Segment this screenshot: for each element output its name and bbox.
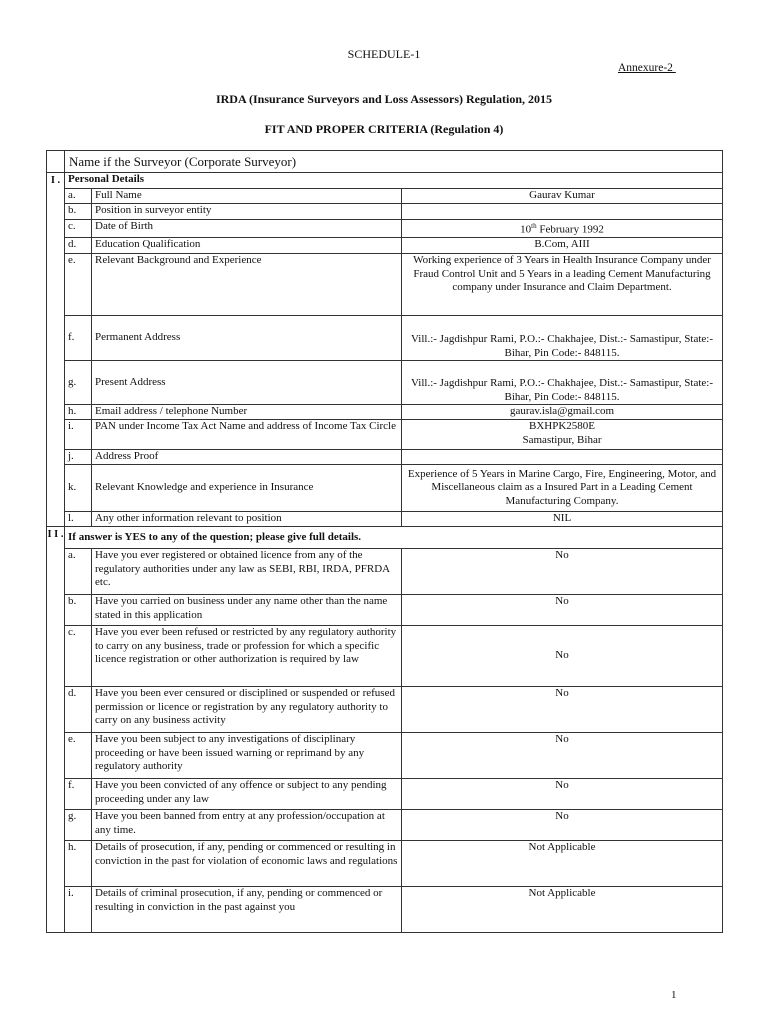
- row-question: Address Proof: [92, 450, 402, 465]
- row-question: Details of criminal prosecution, if any, pending or commenced or resulting in conviction in the past against you: [92, 887, 402, 933]
- table-row: [47, 841, 723, 887]
- row-question: Have you been banned from entry at any profession/occupation at any time.: [92, 810, 402, 841]
- regulation-title: IRDA (Insurance Surveyors and Loss Assessors) Regulation, 2015: [215, 92, 553, 106]
- table-row: [47, 420, 723, 450]
- section2-title-row: [47, 527, 723, 549]
- row-letter: g.: [65, 810, 92, 841]
- table-row: [47, 204, 723, 220]
- row-answer: No: [402, 595, 723, 626]
- row-letter: j.: [65, 450, 92, 465]
- row-letter: c.: [65, 220, 92, 238]
- table-row: [47, 450, 723, 465]
- row-answer-education: B.Com, AIII: [402, 238, 723, 254]
- row-question: Full Name: [92, 189, 402, 204]
- row-answer: No: [402, 810, 723, 841]
- table-row: [47, 687, 723, 733]
- row-letter: c.: [65, 626, 92, 687]
- row-question: Have you been subject to any investigations of disciplinary proceeding or have been issued warning or reprimand by any regulatory authority: [92, 733, 402, 779]
- row-answer: No: [402, 626, 723, 687]
- table-row: [47, 626, 723, 687]
- row-letter: a.: [65, 549, 92, 595]
- row-question: Have you ever registered or obtained licence from any of the regulatory authorities under any law as SEBI, RBI, IRDA, PFRDA etc.: [92, 549, 402, 595]
- row-answer-other-info: NIL: [402, 512, 723, 527]
- row-question: Have you been convicted of any offence or subject to any pending proceeding under any law: [92, 779, 402, 810]
- row-answer-position: [402, 204, 723, 220]
- section2-roman: I I .: [47, 527, 65, 933]
- pan-number: BXHPK2580E: [529, 420, 596, 433]
- row-answer-present-address: Vill.:- Jagdishpur Rami, P.O.:- Chakhajee, Dist.:- Samastipur, State:- Bihar, Pin Code:- 848115.: [402, 361, 723, 405]
- row-answer: No: [402, 779, 723, 810]
- row-letter: k.: [65, 465, 92, 512]
- row-answer: No: [402, 733, 723, 779]
- row-answer-permanent-address: Vill.:- Jagdishpur Rami, P.O.:- Chakhajee, Dist.:- Samastipur, State:- Bihar, Pin Code:- 848115.: [402, 316, 723, 361]
- dob-ordinal: th: [531, 222, 537, 230]
- row-letter: d.: [65, 687, 92, 733]
- row-question: Position in surveyor entity: [92, 204, 402, 220]
- row-question: Present Address: [92, 361, 402, 405]
- heading-roman-cell: [47, 151, 65, 173]
- schedule-label: SCHEDULE-1: [347, 47, 421, 61]
- row-question: Have you been ever censured or disciplined or suspended or refused permission or licence or registration by any regulatory authority to carry on any business activity: [92, 687, 402, 733]
- row-letter: h.: [65, 841, 92, 887]
- table-row: [47, 512, 723, 527]
- dob-day: 10: [520, 223, 532, 236]
- table-row: [47, 549, 723, 595]
- row-letter: f.: [65, 316, 92, 361]
- row-answer: Not Applicable: [402, 887, 723, 933]
- table-row: [47, 254, 723, 316]
- table-row: [47, 189, 723, 204]
- row-answer-email: gaurav.isla@gmail.com: [402, 405, 723, 420]
- dob-rest: February 1992: [536, 223, 604, 236]
- table-row: [47, 405, 723, 420]
- row-question: Relevant Background and Experience: [92, 254, 402, 316]
- section1-title: Personal Details: [65, 173, 723, 189]
- section2-title: If answer is YES to any of the question; please give full details.: [65, 527, 723, 549]
- table-row: [47, 779, 723, 810]
- row-question: Permanent Address: [92, 316, 402, 361]
- table-row: [47, 465, 723, 512]
- row-letter: l.: [65, 512, 92, 527]
- row-letter: g.: [65, 361, 92, 405]
- row-question: Date of Birth: [92, 220, 402, 238]
- row-question: Education Qualification: [92, 238, 402, 254]
- row-answer-insurance-knowledge: Experience of 5 Years in Marine Cargo, Fire, Engineering, Motor, and Miscellaneous claim as a Insured Part in a Leading Cement Manufacturing Company.: [402, 465, 723, 512]
- row-question: Details of prosecution, if any, pending or commenced or resulting in conviction in the past for violation of economic laws and regulations: [92, 841, 402, 887]
- annexure-label: Annexure-2: [618, 62, 676, 74]
- row-letter: d.: [65, 238, 92, 254]
- row-question: Email address / telephone Number: [92, 405, 402, 420]
- table-row: [47, 810, 723, 841]
- row-question: Any other information relevant to position: [92, 512, 402, 527]
- row-letter: i.: [65, 887, 92, 933]
- row-letter: b.: [65, 204, 92, 220]
- surveyor-name-heading: Name if the Surveyor (Corporate Surveyor): [65, 151, 723, 173]
- page-number: 1: [671, 989, 677, 1001]
- table-row: [47, 595, 723, 626]
- row-letter: a.: [65, 189, 92, 204]
- table-row: [47, 733, 723, 779]
- fit-proper-form-table: [46, 150, 723, 933]
- table-row: [47, 316, 723, 361]
- criteria-title: FIT AND PROPER CRITERIA (Regulation 4): [264, 122, 504, 136]
- row-answer: Not Applicable: [402, 841, 723, 887]
- row-answer-pan: [402, 420, 723, 450]
- section1-title-row: [47, 173, 723, 189]
- table-row: [47, 887, 723, 933]
- table-row: [47, 220, 723, 238]
- row-question: PAN under Income Tax Act Name and address of Income Tax Circle: [92, 420, 402, 450]
- row-letter: e.: [65, 733, 92, 779]
- row-letter: f.: [65, 779, 92, 810]
- row-question: Have you carried on business under any name other than the name stated in this application: [92, 595, 402, 626]
- row-answer-address-proof: [402, 450, 723, 465]
- row-letter: e.: [65, 254, 92, 316]
- row-letter: b.: [65, 595, 92, 626]
- form-heading-row: [47, 151, 723, 173]
- row-letter: h.: [65, 405, 92, 420]
- row-question: Relevant Knowledge and experience in Insurance: [92, 465, 402, 512]
- tax-circle: Samastipur, Bihar: [522, 433, 602, 446]
- row-answer-dob: [402, 220, 723, 238]
- section1-roman: I .: [47, 173, 65, 527]
- row-question: Have you ever been refused or restricted by any regulatory authority to carry on any business, trade or profession for which a specific licence registration or other authorization is required by law: [92, 626, 402, 687]
- row-answer: No: [402, 687, 723, 733]
- row-answer: No: [402, 549, 723, 595]
- table-row: [47, 238, 723, 254]
- row-answer-background: Working experience of 3 Years in Health Insurance Company under Fraud Control Unit and 5 Years in a leading Cement Manufacturing company under Insurance and Claim Department.: [402, 254, 723, 316]
- row-letter: i.: [65, 420, 92, 450]
- table-row: [47, 361, 723, 405]
- row-answer-full-name: Gaurav Kumar: [402, 189, 723, 204]
